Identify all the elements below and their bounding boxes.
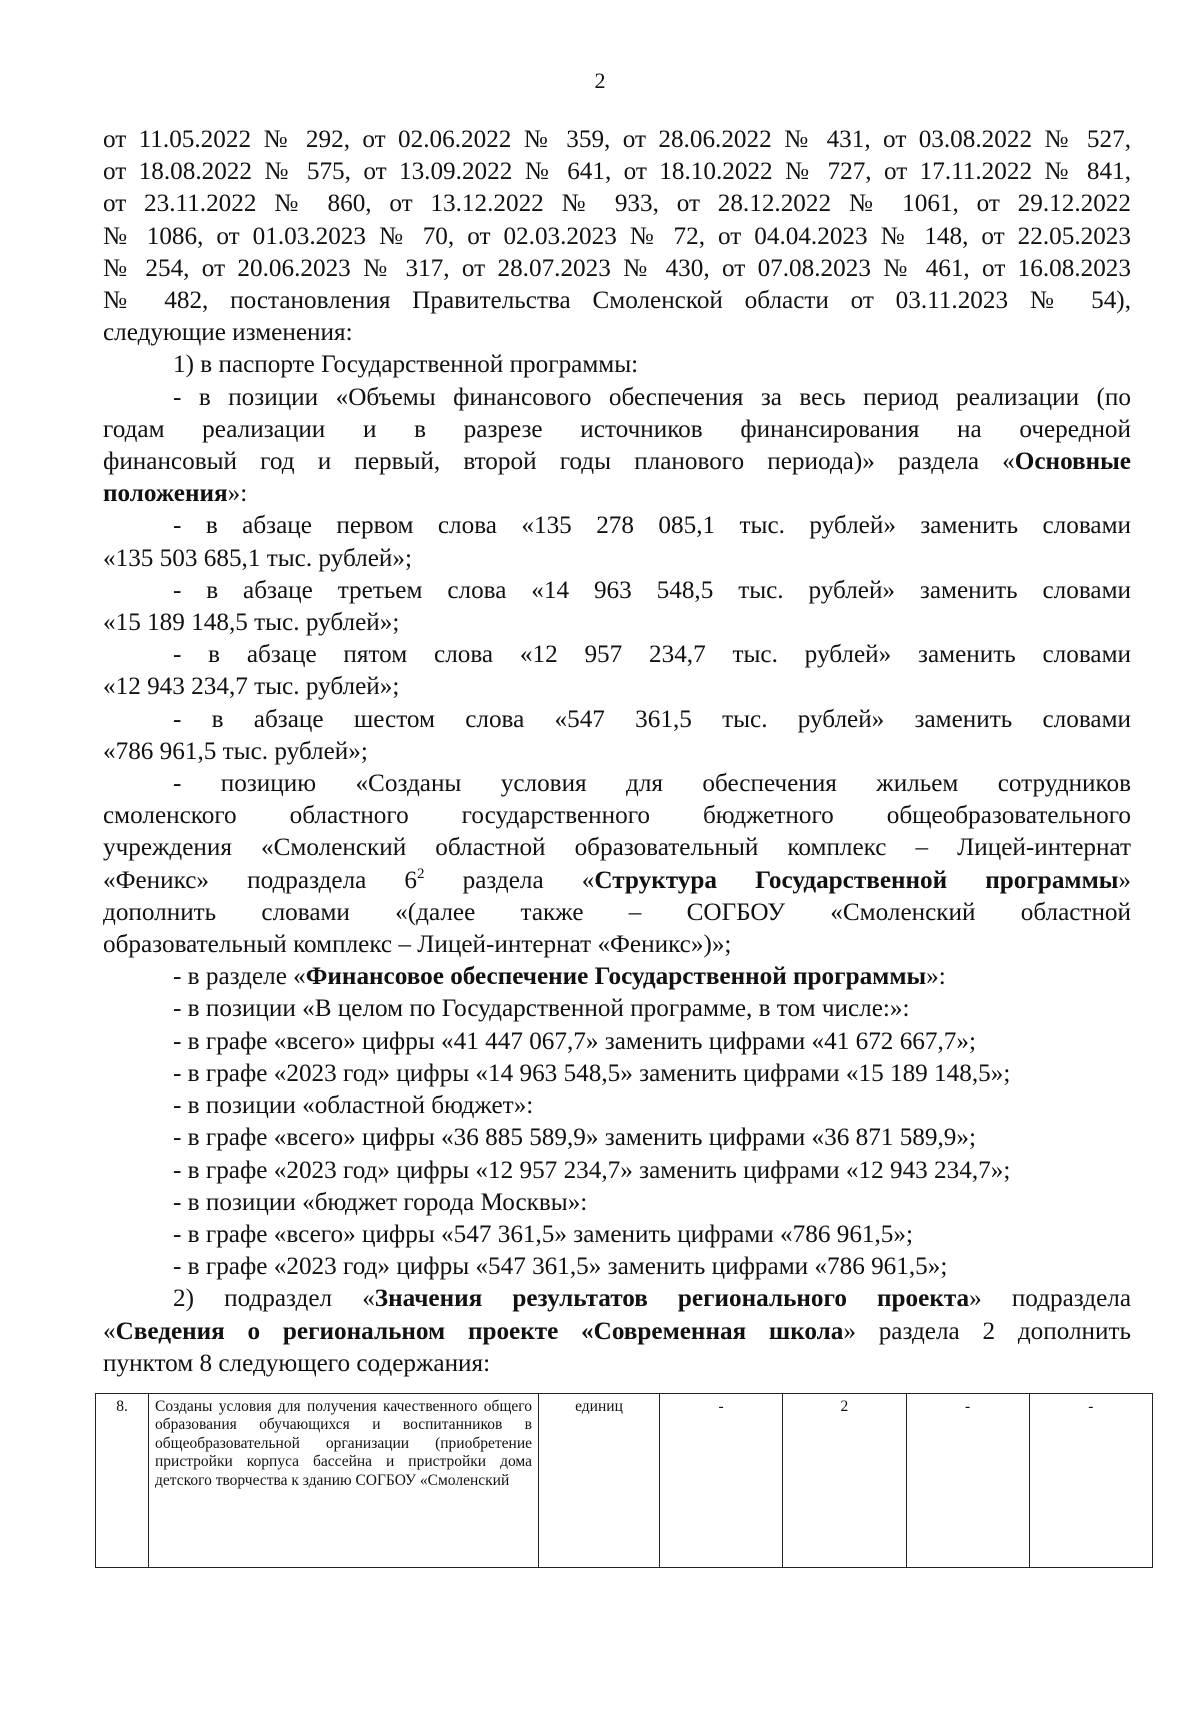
text-line: - в позиции «областной бюджет»: (173, 1092, 534, 1120)
text-line: - в позиции «Объемы финансового обеспечения за весь период реализации (по (173, 383, 1131, 411)
text-line: смоленского областного государственного бюджетного общеобразовательного (103, 802, 1131, 830)
text-line: - в абзаце первом слова «135 278 085,1 тыс. рублей» заменить словами (173, 512, 1131, 540)
text-line: № 482, постановления Правительства Смоленской области от 03.11.2023 № 54), (103, 287, 1131, 315)
text-line: - в графе «2023 год» цифры «12 957 234,7» заменить цифрами «12 943 234,7»; (173, 1156, 1011, 1184)
results-table (95, 1393, 1153, 1568)
cell-number: 8. (96, 1394, 149, 1568)
text-line: «786 961,5 тыс. рублей»; (103, 737, 368, 765)
text-line: - в графе «2023 год» цифры «14 963 548,5» заменить цифрами «15 189 148,5»; (173, 1059, 1011, 1087)
cell-value-3: - (906, 1394, 1029, 1568)
text-line: - в позиции «В целом по Государственной программе, в том числе:»: (173, 995, 910, 1023)
text-line: следующие изменения: (103, 319, 353, 347)
list-item-subsection: 2) подраздел «Значения результатов регионального проекта» подраздела (173, 1285, 1131, 1313)
text-line: от 11.05.2022 № 292, от 02.06.2022 № 359, от 28.06.2022 № 431, от 03.08.2022 № 527, (103, 126, 1131, 153)
text-line: «135 503 685,1 тыс. рублей»; (103, 544, 412, 572)
text-line: дополнить словами «(далее также – СОГБОУ «Смоленский областной (103, 898, 1131, 926)
text-line: - в абзаце третьем слова «14 963 548,5 тыс. рублей» заменить словами (173, 576, 1131, 604)
text-line: - в графе «2023 год» цифры «547 361,5» заменить цифрами «786 961,5»; (173, 1253, 948, 1281)
text-line: финансовый год и первый, второй годы планового периода)» раздела «Основные (103, 448, 1131, 476)
text-line: - в абзаце шестом слова «547 361,5 тыс. рублей» заменить словами (173, 705, 1131, 733)
text-line: «Сведения о региональном проекте «Современная школа» раздела 2 дополнить (103, 1317, 1131, 1345)
text-line: «15 189 148,5 тыс. рублей»; (103, 609, 400, 637)
text-line: от 23.11.2022 № 860, от 13.12.2022 № 933, от 28.12.2022 № 1061, от 29.12.2022 (103, 190, 1131, 218)
list-item-passport: 1) в паспорте Государственной программы: (173, 351, 639, 379)
text-line: - в позиции «бюджет города Москвы»: (173, 1188, 588, 1216)
text-line: - в графе «всего» цифры «41 447 067,7» заменить цифрами «41 672 667,7»; (173, 1027, 976, 1055)
text-line: - в разделе «Финансовое обеспечение Государственной программы»: (173, 963, 946, 991)
text-line: учреждения «Смоленский областной образовательный комплекс – Лицей-интернат (103, 834, 1131, 862)
text-line: образовательный комплекс – Лицей-интернат «Феникс»)»; (103, 931, 732, 959)
text-line: годам реализации и в разрезе источников финансирования на очередной (103, 415, 1131, 443)
text-line: положения»: (103, 480, 248, 508)
text-line: от 18.08.2022 № 575, от 13.09.2022 № 641, от 18.10.2022 № 727, от 17.11.2022 № 841, (103, 158, 1131, 186)
page-number: 2 (594, 68, 606, 93)
superscript: 2 (417, 865, 425, 882)
text-line: - позицию «Созданы условия для обеспечения жильем сотрудников (173, 770, 1131, 798)
cell-unit: единиц (539, 1394, 660, 1568)
document-body (103, 124, 1131, 1380)
text-line: - в графе «всего» цифры «36 885 589,9» заменить цифрами «36 871 589,9»; (173, 1124, 976, 1152)
cell-value-4: - (1029, 1394, 1152, 1568)
text-line: - в абзаце пятом слова «12 957 234,7 тыс. рублей» заменить словами (173, 641, 1131, 669)
text-line: - в графе «всего» цифры «547 361,5» заменить цифрами «786 961,5»; (173, 1220, 913, 1248)
cell-value-2: 2 (783, 1394, 906, 1568)
text-line: пунктом 8 следующего содержания: (103, 1349, 491, 1377)
text-line: «12 943 234,7 тыс. рублей»; (103, 673, 400, 701)
table-row (96, 1394, 1153, 1568)
cell-value-1: - (660, 1394, 783, 1568)
text-line: № 254, от 20.06.2023 № 317, от 28.07.2023 № 430, от 07.08.2023 № 461, от 16.08.2023 (103, 254, 1131, 282)
text-line: «Феникс» подраздела $6^2$ раздела «Структура Государственной программы» (103, 865, 1131, 894)
text-line: № 1086, от 01.03.2023 № 70, от 02.03.2023 № 72, от 04.04.2023 № 148, от 22.05.2023 (103, 222, 1131, 250)
cell-description: Созданы условия для получения качественного общего образования обучающихся и воспитанников в общеобразовательной организации (приобретение пристройки корпуса бассейна и пристройки дома детского творчества к зданию СОГБОУ «Смоленский (149, 1394, 539, 1568)
